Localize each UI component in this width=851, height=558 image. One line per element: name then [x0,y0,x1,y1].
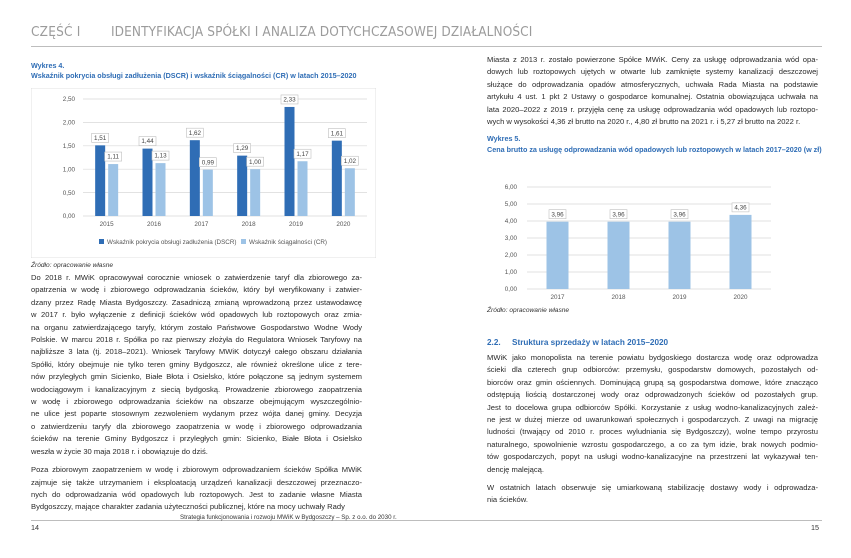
data-label: 1,61 [330,130,343,138]
y-tick-label: 2,00 [504,252,517,260]
data-label: 1,29 [236,145,249,153]
data-label: 1,51 [94,134,107,142]
figure5-title: Cena brutto za usługę odprowadzania wód opadowych lub roztopowych w latach 2017–2020 (w zł) [487,145,822,154]
y-tick-label: 4,00 [504,218,517,226]
bar-2016-s0 [143,149,153,216]
y-tick-label: 6,00 [504,184,517,192]
bar-2015-s1 [108,164,118,216]
header-rule [31,46,822,47]
y-tick-label: 1,00 [504,269,517,277]
text-line: dowych lub roztopowych ujętych w otwarte lub zamknięte systemy kanalizacji deszczowej [487,67,818,77]
x-tick-label: 2019 [288,221,304,228]
x-tick-label: 2018 [611,294,626,301]
text-line: Miasta z 2013 r. zostało powierzone Spółce MWiK. Ceny za usługę odprowadzania wód opa- [487,55,818,64]
data-label: 1,62 [188,129,201,137]
bar-2020-s1 [345,168,355,216]
bar-2018-s0 [608,222,630,289]
text-line: naturalnego, spowolnienie wzrostu gospodarczego, a co za tym idzie, brak nowych podmio- [487,439,818,449]
page-number-right: 15 [811,523,819,532]
text-line: Poza zbiorowym zaopatrzeniem w wodę i zbiorowym odprowadzaniem ścieków Spółka MWiK [31,465,362,475]
bar-2020-s0 [730,215,752,289]
text-line: o zatwierdzeniu taryfy dla zbiorowego zaopatrzenia w wodę i zbiorowego odprowadzania [31,421,362,431]
x-tick-label: 2020 [336,221,351,228]
bar-2016-s1 [156,163,166,216]
text-line: wych w wysokości 4,36 zł brutto na 2020 r., 4,80 zł brutto na 2021 r. i 5,27 zł brutto na 2022 r. [487,117,801,127]
text-line: najbliższe 3 lata (tj. 2018–2021). Wniosek Taryfowy MWiK dotyczył całego obszaru działania [31,347,362,357]
bar-2017-s1 [203,170,213,216]
right-paragraph-1 [487,352,818,476]
y-tick-label: 1,00 [62,166,75,174]
text-line: lata 2020–2022 z 2019 r. przyjęła cenę za usługę odprowadzania wód opadowych lub roztopo- [487,104,818,114]
y-tick-label: 0,50 [62,189,75,197]
section-number: 2.2. [487,338,501,347]
text-line: opatrzenia w wodę i zbiorowego odprowadzania ścieków, który był weryfikowany i zatwier- [31,285,362,295]
page-number-left: 14 [31,523,39,532]
bar-2015-s0 [95,145,105,216]
left-paragraph-1 [31,272,362,458]
right-paragraph-2 [487,482,818,507]
x-tick-label: 2016 [146,221,162,228]
data-label: 1,44 [141,138,154,146]
data-label: 3,96 [673,211,686,219]
data-label: 2,33 [283,96,296,104]
text-line: nych do odprowadzania wód opadowych lub roztopowych. Jest to zadanie własne Miasta [31,489,362,499]
text-line: odstępują liością dostarczonej wody oraz odprowadzonych ścieków od pozostałych grup. [487,390,818,400]
text-line: nia ścieków. [487,495,528,505]
text-line: ścieków na terenie Gminy Bydgoszcz i przyległych gmin: Sicienko, Białe Błota i Osielsko [31,434,362,444]
y-tick-label: 2,00 [62,119,75,127]
bar-2020-s0 [332,141,342,216]
x-tick-label: 2020 [733,294,748,301]
text-line: zajmuje się także utrzymaniem i eksploatacją urządzeń kanalizacji deszczowej przeznaczo- [31,477,362,487]
text-line: dencję malejącą. [487,464,544,474]
text-line: nów przyległych gmin Sicienko, Białe Błota i Osielsko, które połączone są jednym systemem [31,372,362,382]
figure4-label: Wykres 4. [31,61,65,70]
y-tick-label: 0,00 [504,286,517,294]
data-label: 1,02 [343,157,356,165]
right-paragraph-top [487,54,818,128]
text-line: biorców oraz gmin ościennych. Dominującą grupą są gospodarstwa domowe, które znacząco [487,377,818,387]
bar-2019-s0 [285,107,295,216]
data-label: 3,96 [612,211,625,219]
x-tick-label: 2017 [194,221,209,228]
data-label: 1,13 [154,152,167,160]
text-line: Polskie. W marcu 2018 r. Spółka po raz pierwszy złożyła do Regulatora Wniosek Taryfowy na [31,335,362,345]
data-label: 0,99 [201,159,214,167]
left-paragraph-2 [31,464,362,514]
legend-swatch-cr [241,239,246,244]
footer-rule [31,520,822,521]
x-tick-label: 2017 [550,294,565,301]
text-line: ścieki dla czterech grup odbiorców: przemysłu, gospodarstw domowych, pozostałych od- [487,365,818,375]
footer-text: Strategia funkcjonowania i rozwoju MWiK w Bydgoszczy – Sp. z o.o. do 2030 r. [180,514,397,521]
text-line: w wodę i zbiorowego odprowadzania ścieków na obszarze obejmującym wyszczególnio- [31,397,362,407]
figure4-source: Źródło: opracowanie własne [31,262,114,269]
rainwater-price-chart [487,156,777,306]
left-body [31,272,362,514]
y-tick-label: 1,50 [62,143,75,150]
text-line: ludności (trwający od 2010 r. proces wyludniania się Bydgoszczy), wolne tempo przyrostu [487,427,818,437]
text-line: weszła w życie 30 maja 2018 r. i obowiązuje do dziś. [31,446,208,456]
bar-2017-s0 [547,222,569,289]
figure5-label: Wykres 5. [487,134,521,143]
bar-2018-s0 [237,156,247,216]
dscr-cr-chart [31,88,376,258]
data-label: 4,36 [734,204,747,212]
text-line: na organu zatwierdzającego taryfy, którym zostało Państwowe Gospodarstwo Wodne Wody [31,322,362,332]
y-tick-label: 3,00 [504,235,517,243]
text-line: Do 2018 r. MWiK opracowywał corocznie wniosek o zatwierdzenie taryf dla zbiorowego za- [31,273,362,282]
legend-label-dscr: Wskaźnik pokrycia obsługi zadłużenia (DSCR) [107,239,237,246]
text-line: w 2017 r. było wyłączenie z definicji ścieków wód opadowych lub roztopowych oraz zmia- [31,310,362,320]
bar-2019-s0 [669,222,691,289]
legend-label-cr: Wskaźnik ściągalności (CR) [249,239,328,246]
x-tick-label: 2015 [99,221,114,228]
text-line: Jest to docelowa grupa odbiorców Spółki. Korzystanie z usług wodno-kanalizacyjnych zależ- [487,402,818,412]
text-line: MWiK jako monopolista na terenie powiatu bydgoskiego dostarcza wodę oraz odprowadza [487,353,818,362]
data-label: 1,00 [249,158,262,166]
text-line: dzany przez Radę Miasta Bydgoszczy. Zasadniczą zmianą wprowadzoną przez ustawodawcę [31,297,362,307]
x-tick-label: 2019 [672,294,687,301]
text-line: ne jest w dużej mierze od uwarunkowań społecznych i gospodarczych. Z uwagi na migrację [487,415,818,425]
text-line: W ostatnich latach obserwuje się umiarkowaną stabilizację dostawy wody i odprowadza- [487,483,818,493]
text-line: ne ulice jest poparte stosownym zezwoleniem wydanym przez wójta danej gminy. Decyzja [31,409,362,419]
section-title: Struktura sprzedaży w latach 2015–2020 [512,338,669,347]
y-tick-label: 0,00 [62,213,75,221]
part-label: CZĘŚĆ I [31,24,81,40]
data-label: 3,96 [551,211,564,219]
x-tick-label: 2018 [241,221,256,228]
data-label: 1,17 [296,150,309,158]
text-line: artykułu 4 ust. 1 pkt 2 Ustawy o gospodarce komunalnej. Ostatnia obowiązująca uchwała na [487,92,818,102]
y-tick-label: 5,00 [504,201,517,209]
data-label: 1,11 [107,153,120,161]
bar-2019-s1 [298,161,308,216]
text-line: Bydgoszczy, mające charakter zadania użyteczności publicznej, które na mocy uchwały Rady [31,502,345,512]
legend-swatch-dscr [99,239,104,244]
y-tick-label: 2,50 [62,96,75,104]
figure4-title: Wskaźnik pokrycia obsługi zadłużenia (DSCR) i wskaźnik ściągalności (CR) w latach 2015–2020 [31,71,357,80]
text-line: służące do odprowadzania opadów atmosferycznych, uchwała Rada Miasta na podstawie [487,79,818,89]
right-body [487,352,818,507]
bar-2017-s0 [190,140,200,216]
text-line: Spółki, który obejmuje nie tylko teren gminy Bydgoszcz, ale również określone ulice z tere- [31,359,362,369]
text-line: wodociągowym i kanalizacyjnym z siecią bydgoską. Prowadzenie zbiorowego zaopatrzenia [31,384,362,394]
figure5-source: Źródło: opracowanie własne [487,307,570,314]
chapter-title: IDENTYFIKACJA SPÓŁKI I ANALIZA DOTYCHCZASOWEJ DZIAŁALNOŚCI [111,24,533,40]
bar-2018-s1 [250,169,260,216]
right-top-body [487,54,818,128]
text-line: tów gospodarczych, popyt na usługi wodno-kanalizacyjne na przestrzeni lat wykazywał ten- [487,452,818,462]
